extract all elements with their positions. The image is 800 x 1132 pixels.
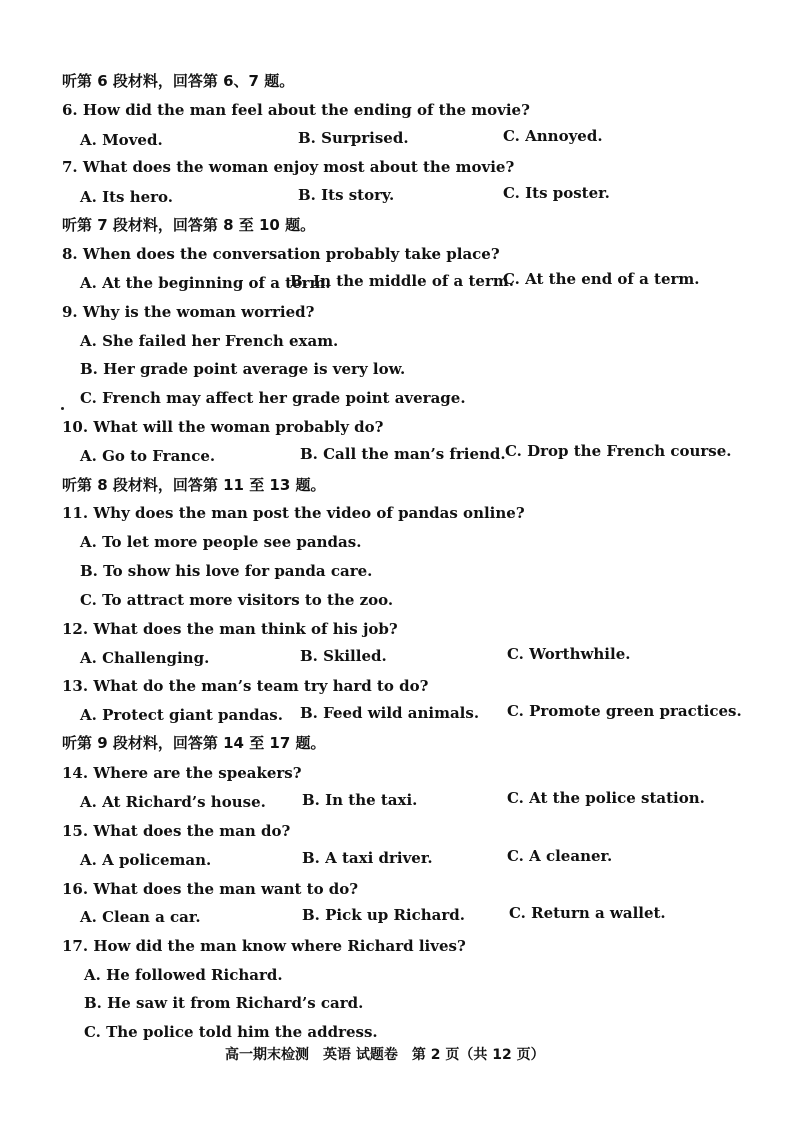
section-heading-6: 听第 6 段材料，回答第 6、7 题。 [62, 72, 295, 90]
question-8-option-b: B. In the middle of a term. [290, 272, 514, 290]
question-16-option-c: C. Return a wallet. [509, 904, 666, 922]
question-17-option-b: B. He saw it from Richard’s card. [84, 994, 364, 1012]
section-heading-9: 听第 9 段材料，回答第 14 至 17 题。 [62, 734, 326, 752]
question-9-stem: 9. Why is the woman worried? [62, 303, 315, 321]
question-13-option-c: C. Promote green practices. [507, 702, 742, 720]
question-14-option-c: C. At the police station. [507, 789, 705, 807]
question-16-option-b: B. Pick up Richard. [302, 906, 466, 924]
question-17-option-c: C. The police told him the address. [84, 1023, 378, 1041]
question-15-option-c: C. A cleaner. [507, 847, 613, 865]
question-17-option-a: A. He followed Richard. [84, 966, 283, 984]
question-15-stem: 15. What does the man do? [62, 822, 291, 840]
question-15-option-a: A. A policeman. [80, 851, 212, 869]
question-10-option-b: B. Call the man’s friend. [300, 445, 506, 463]
question-9-option-b: B. Her grade point average is very low. [80, 360, 406, 378]
question-17-stem: 17. How did the man know where Richard lives? [62, 937, 466, 955]
question-8-option-c: C. At the end of a term. [503, 270, 700, 288]
question-6-stem: 6. How did the man feel about the ending of the movie? [62, 101, 530, 119]
question-14-option-b: B. In the taxi. [302, 791, 418, 809]
stray-mark [61, 407, 64, 410]
question-10-stem: 10. What will the woman probably do? [62, 418, 384, 436]
question-8-option-a: A. At the beginning of a term. [80, 274, 331, 292]
question-6-option-b: B. Surprised. [298, 129, 409, 147]
question-8-stem: 8. When does the conversation probably take place? [62, 245, 500, 263]
question-6-option-a: A. Moved. [80, 131, 163, 149]
section-heading-7: 听第 7 段材料，回答第 8 至 10 题。 [62, 216, 316, 234]
question-6-option-c: C. Annoyed. [503, 127, 603, 145]
question-11-option-a: A. To let more people see pandas. [80, 533, 362, 551]
question-7-option-b: B. Its story. [298, 186, 395, 204]
question-16-option-a: A. Clean a car. [80, 908, 201, 926]
question-13-option-a: A. Protect giant pandas. [80, 706, 283, 724]
question-15-option-b: B. A taxi driver. [302, 849, 433, 867]
question-16-stem: 16. What does the man want to do? [62, 880, 359, 898]
question-11-option-c: C. To attract more visitors to the zoo. [80, 591, 394, 609]
question-13-option-b: B. Feed wild animals. [300, 704, 480, 722]
question-7-option-c: C. Its poster. [503, 184, 610, 202]
question-12-option-c: C. Worthwhile. [507, 645, 631, 663]
question-14-option-a: A. At Richard’s house. [80, 793, 266, 811]
question-7-option-a: A. Its hero. [80, 188, 174, 206]
page-footer: 高一期末检测 英语 试题卷 第 2 页（共 12 页） [225, 1047, 545, 1063]
section-heading-8: 听第 8 段材料，回答第 11 至 13 题。 [62, 476, 326, 494]
question-12-stem: 12. What does the man think of his job? [62, 620, 398, 638]
question-12-option-b: B. Skilled. [300, 647, 387, 665]
question-12-option-a: A. Challenging. [80, 649, 210, 667]
question-10-option-c: C. Drop the French course. [505, 442, 732, 460]
question-13-stem: 13. What do the man’s team try hard to do? [62, 677, 429, 695]
question-10-option-a: A. Go to France. [80, 447, 216, 465]
question-11-stem: 11. Why does the man post the video of pandas online? [62, 504, 525, 522]
question-7-stem: 7. What does the woman enjoy most about the movie? [62, 158, 515, 176]
question-9-option-c: C. French may affect her grade point average. [80, 389, 466, 407]
question-9-option-a: A. She failed her French exam. [80, 332, 339, 350]
question-14-stem: 14. Where are the speakers? [62, 764, 302, 782]
question-11-option-b: B. To show his love for panda care. [80, 562, 373, 580]
